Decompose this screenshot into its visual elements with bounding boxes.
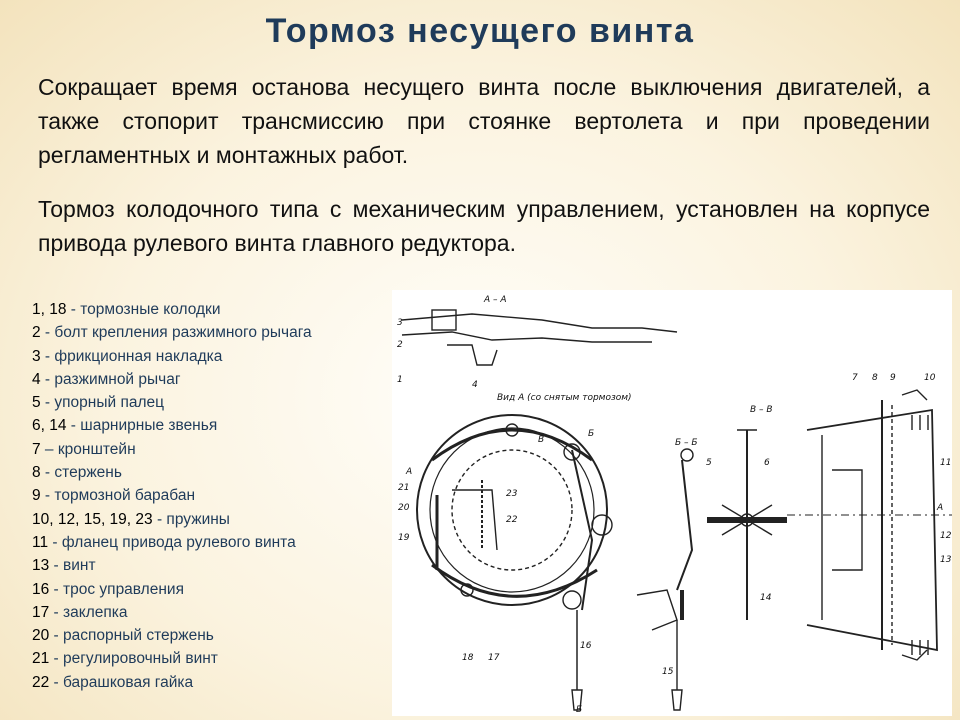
svg-text:10: 10	[924, 373, 936, 383]
svg-text:В: В	[538, 435, 545, 445]
svg-text:15: 15	[662, 667, 674, 677]
legend-description: - шарнирные звенья	[66, 417, 218, 435]
svg-text:Б: Б	[588, 429, 595, 439]
legend-number: 8	[32, 464, 41, 482]
legend-description: - распорный стержень	[49, 627, 214, 645]
intro-paragraph: Сокращает время останова несущего винта после выключения двигателей, а также стопорит трансмиссию при стоянке вертолета и при проведении регламентных и монтажных работ.	[38, 74, 930, 168]
svg-text:В – В: В – В	[750, 405, 773, 415]
legend-number: 7	[32, 440, 41, 458]
legend-item	[32, 321, 392, 344]
svg-text:9: 9	[890, 373, 896, 383]
svg-text:5: 5	[706, 458, 712, 468]
legend-number: 16	[32, 580, 50, 598]
legend-item	[32, 578, 392, 601]
legend-item	[32, 671, 392, 694]
legend-description: - болт крепления разжимного рычага	[40, 324, 312, 342]
legend-number: 6, 14	[32, 417, 67, 435]
svg-text:А: А	[406, 467, 413, 477]
svg-text:6: 6	[764, 458, 770, 468]
legend-number: 1, 18	[32, 301, 67, 318]
svg-text:А – А: А – А	[484, 295, 507, 305]
svg-text:Б – Б: Б – Б	[675, 438, 698, 448]
svg-text:А: А	[937, 503, 944, 513]
legend-item	[32, 345, 392, 368]
legend-description: - барашковая гайка	[49, 673, 194, 691]
legend-item	[32, 368, 392, 391]
legend-number: 22	[32, 673, 50, 691]
svg-text:Вид А (со снятым тормозом): Вид А (со снятым тормозом)	[497, 393, 632, 403]
legend-number: 11	[32, 533, 49, 551]
legend-item	[32, 508, 392, 531]
legend-number: 4	[32, 370, 41, 388]
legend-description: - тормозные колодки	[66, 301, 221, 318]
description-paragraph: Тормоз колодочного типа с механическим управлением, установлен на корпусе привода рулевого винта главного редуктора.	[38, 196, 930, 256]
legend-description: - стержень	[40, 464, 122, 482]
svg-text:17: 17	[488, 653, 500, 663]
legend-item	[32, 647, 392, 670]
legend-item	[32, 414, 392, 437]
svg-text:12: 12	[940, 531, 952, 541]
svg-text:7: 7	[852, 373, 858, 383]
svg-text:20: 20	[398, 503, 410, 513]
legend-item	[32, 601, 392, 624]
brake-drawing	[392, 290, 952, 716]
legend-description: - заклепка	[49, 603, 128, 621]
legend-description: - пружины	[152, 510, 230, 528]
svg-text:22: 22	[506, 515, 518, 525]
legend-number: 10, 12, 15, 19, 23	[32, 510, 153, 528]
legend-number: 5	[32, 394, 41, 412]
legend-number: 9	[32, 487, 41, 505]
svg-text:4: 4	[472, 380, 478, 390]
brake-diagram	[392, 290, 952, 716]
legend-description: – кронштейн	[40, 440, 136, 458]
svg-text:16: 16	[580, 641, 592, 651]
svg-text:3: 3	[397, 318, 403, 328]
legend-number: 3	[32, 347, 41, 365]
legend-number: 13	[32, 557, 50, 575]
legend-description: - трос управления	[49, 580, 184, 598]
svg-text:Б: Б	[576, 705, 583, 715]
page-title: Тормоз несущего винта	[265, 12, 695, 50]
svg-text:21: 21	[398, 483, 410, 493]
legend-description: - фланец привода рулевого винта	[48, 533, 296, 551]
legend-description: - фрикционная накладка	[40, 347, 223, 365]
legend-item	[32, 461, 392, 484]
legend-description: - разжимной рычаг	[40, 370, 181, 388]
legend-item	[32, 438, 392, 461]
legend-description: - винт	[49, 557, 96, 575]
legend-number: 2	[32, 324, 41, 342]
legend-description: - упорный палец	[40, 394, 165, 412]
legend-item	[32, 531, 392, 554]
legend-item	[32, 484, 392, 507]
svg-text:19: 19	[398, 533, 410, 543]
svg-text:8: 8	[872, 373, 878, 383]
legend-item	[32, 391, 392, 414]
svg-text:13: 13	[940, 555, 952, 565]
svg-text:11: 11	[940, 458, 952, 468]
parts-legend	[32, 298, 392, 694]
svg-text:23: 23	[506, 489, 518, 499]
legend-number: 20	[32, 627, 50, 645]
svg-text:18: 18	[462, 653, 474, 663]
legend-item	[32, 554, 392, 577]
svg-text:2: 2	[397, 340, 403, 350]
legend-description: - регулировочный винт	[49, 650, 218, 668]
legend-number: 21	[32, 650, 50, 668]
svg-text:1: 1	[397, 375, 403, 385]
legend-item	[32, 624, 392, 647]
legend-description: - тормозной барабан	[40, 487, 196, 505]
legend-number: 17	[32, 603, 50, 621]
legend-item	[32, 298, 392, 321]
svg-text:14: 14	[760, 593, 772, 603]
